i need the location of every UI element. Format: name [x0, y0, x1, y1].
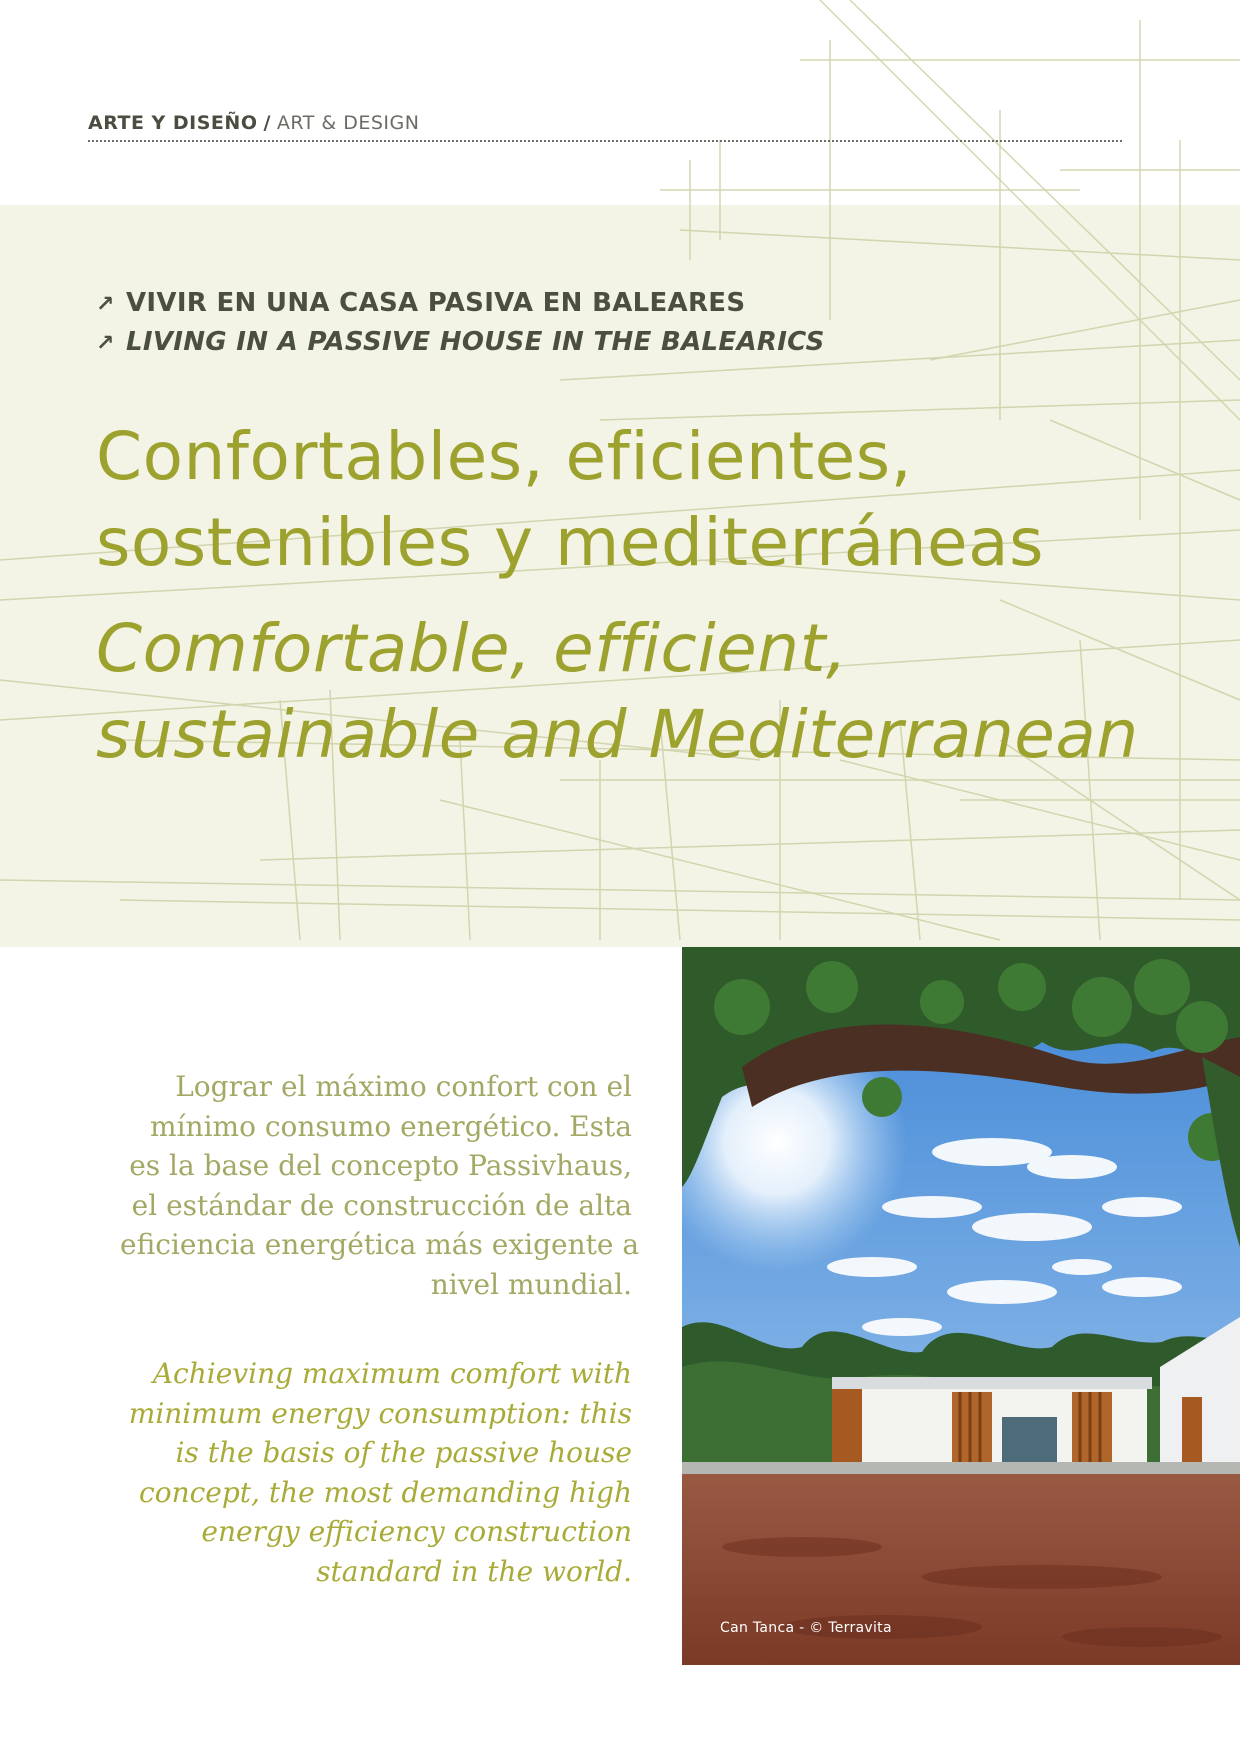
arrow-up-right-icon: ↗: [96, 331, 115, 356]
intro-paragraph-en: [120, 1354, 632, 1591]
intro-en-line: minimum energy consumption: this: [128, 1396, 632, 1430]
intro-paragraph-es: [120, 1067, 640, 1304]
kicker-en: [96, 327, 1096, 357]
passive-house-photo: [682, 947, 1240, 1665]
section-label-en: ART & DESIGN: [276, 112, 420, 134]
title-en-line: Comfortable, efficient,: [96, 610, 848, 687]
intro-en-line: energy efficiency construction: [201, 1515, 632, 1548]
title-en: [96, 606, 1216, 778]
intro-en-line: standard in the world.: [316, 1554, 632, 1588]
intro-en-line: is the basis of the passive house: [175, 1436, 632, 1469]
intro-es-line: es la base del concepto Passivhaus,: [129, 1149, 632, 1182]
intro-en-line: concept, the most demanding high: [139, 1475, 632, 1509]
arrow-up-right-icon: ↗: [96, 292, 115, 317]
title-es: [96, 414, 1216, 586]
intro-en-line: Achieving maximum comfort with: [152, 1357, 632, 1390]
photo-caption: Can Tanca - © Terravita: [720, 1620, 892, 1636]
section-label-es: ARTE Y DISEÑO: [88, 112, 258, 134]
intro-es-line: el estándar de construcción de alta: [131, 1188, 632, 1222]
section-header: [88, 112, 1122, 142]
section-separator: /: [263, 112, 271, 134]
title-en-line: sustainable and Mediterranean: [96, 696, 1139, 773]
intro-es-line: eficiencia energética más exigente a: [120, 1228, 640, 1261]
intro-es-line: nivel mundial.: [430, 1267, 632, 1301]
title-es-line: Confortables, eficientes,: [96, 418, 913, 495]
kicker-en-text: LIVING IN A PASSIVE HOUSE IN THE BALEARICS: [126, 327, 825, 357]
intro-es-line: mínimo consumo energético. Esta: [150, 1109, 632, 1143]
kicker-es: [96, 288, 1096, 318]
kicker-es-text: VIVIR EN UNA CASA PASIVA EN BALEARES: [126, 288, 746, 318]
title-es-line: sostenibles y mediterráneas: [96, 504, 1044, 581]
intro-es-line: Lograr el máximo confort con el: [175, 1070, 632, 1103]
